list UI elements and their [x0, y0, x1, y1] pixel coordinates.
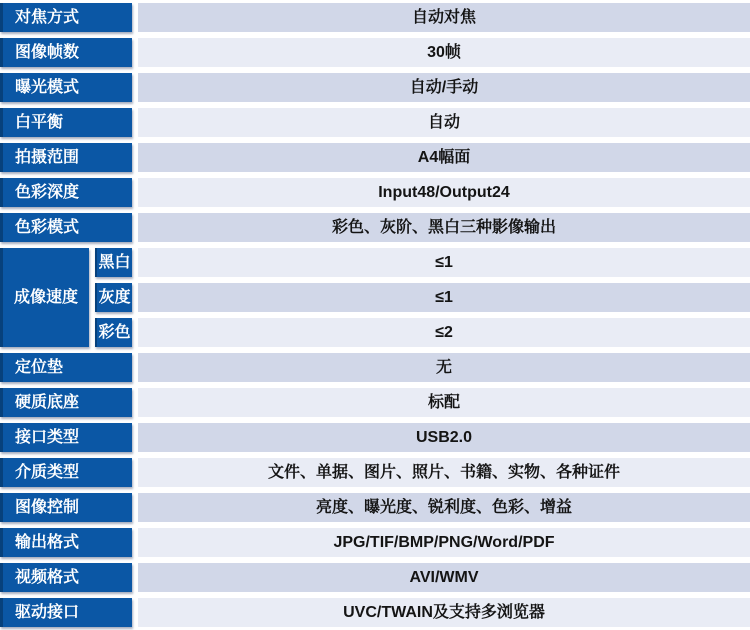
spec-row-label: 输出格式 [0, 528, 132, 557]
spec-row-value: A4幅面 [138, 143, 750, 172]
spec-row-value: 亮度、曝光度、锐利度、色彩、增益 [138, 493, 750, 522]
spec-row-value: JPG/TIF/BMP/PNG/Word/PDF [138, 528, 750, 557]
spec-row-label: 拍摄范围 [0, 143, 132, 172]
spec-row-value: 30帧 [138, 38, 750, 67]
spec-row-label: 接口类型 [0, 423, 132, 452]
speed-group-label: 成像速度 [0, 248, 89, 347]
spec-row-label: 驱动接口 [0, 598, 132, 627]
spec-row-label: 视频格式 [0, 563, 132, 592]
spec-row-label: 白平衡 [0, 108, 132, 137]
spec-row-value: 文件、单据、图片、照片、书籍、实物、各种证件 [138, 458, 750, 487]
spec-row-label: 定位垫 [0, 353, 132, 382]
speed-sub-label: 彩色 [95, 318, 132, 347]
speed-sub-value: ≤2 [138, 318, 750, 347]
spec-row-label: 图像帧数 [0, 38, 132, 67]
speed-sub-label: 灰度 [95, 283, 132, 312]
spec-row-value: Input48/Output24 [138, 178, 750, 207]
spec-row-label: 介质类型 [0, 458, 132, 487]
spec-row-value: 自动对焦 [138, 3, 750, 32]
speed-sub-value: ≤1 [138, 283, 750, 312]
spec-row-label: 图像控制 [0, 493, 132, 522]
spec-row-value: AVI/WMV [138, 563, 750, 592]
spec-row-value: 标配 [138, 388, 750, 417]
spec-row-value: UVC/TWAIN及支持多浏览器 [138, 598, 750, 627]
spec-row-value: 无 [138, 353, 750, 382]
spec-row-value: 自动 [138, 108, 750, 137]
spec-row-label: 硬质底座 [0, 388, 132, 417]
spec-row-label: 色彩模式 [0, 213, 132, 242]
spec-row-label: 色彩深度 [0, 178, 132, 207]
spec-row-label: 对焦方式 [0, 3, 132, 32]
speed-sub-value: ≤1 [138, 248, 750, 277]
speed-sub-label: 黑白 [95, 248, 132, 277]
spec-row-value: 彩色、灰阶、黑白三种影像输出 [138, 213, 750, 242]
spec-row-label: 曝光模式 [0, 73, 132, 102]
spec-row-value: USB2.0 [138, 423, 750, 452]
spec-row-value: 自动/手动 [138, 73, 750, 102]
